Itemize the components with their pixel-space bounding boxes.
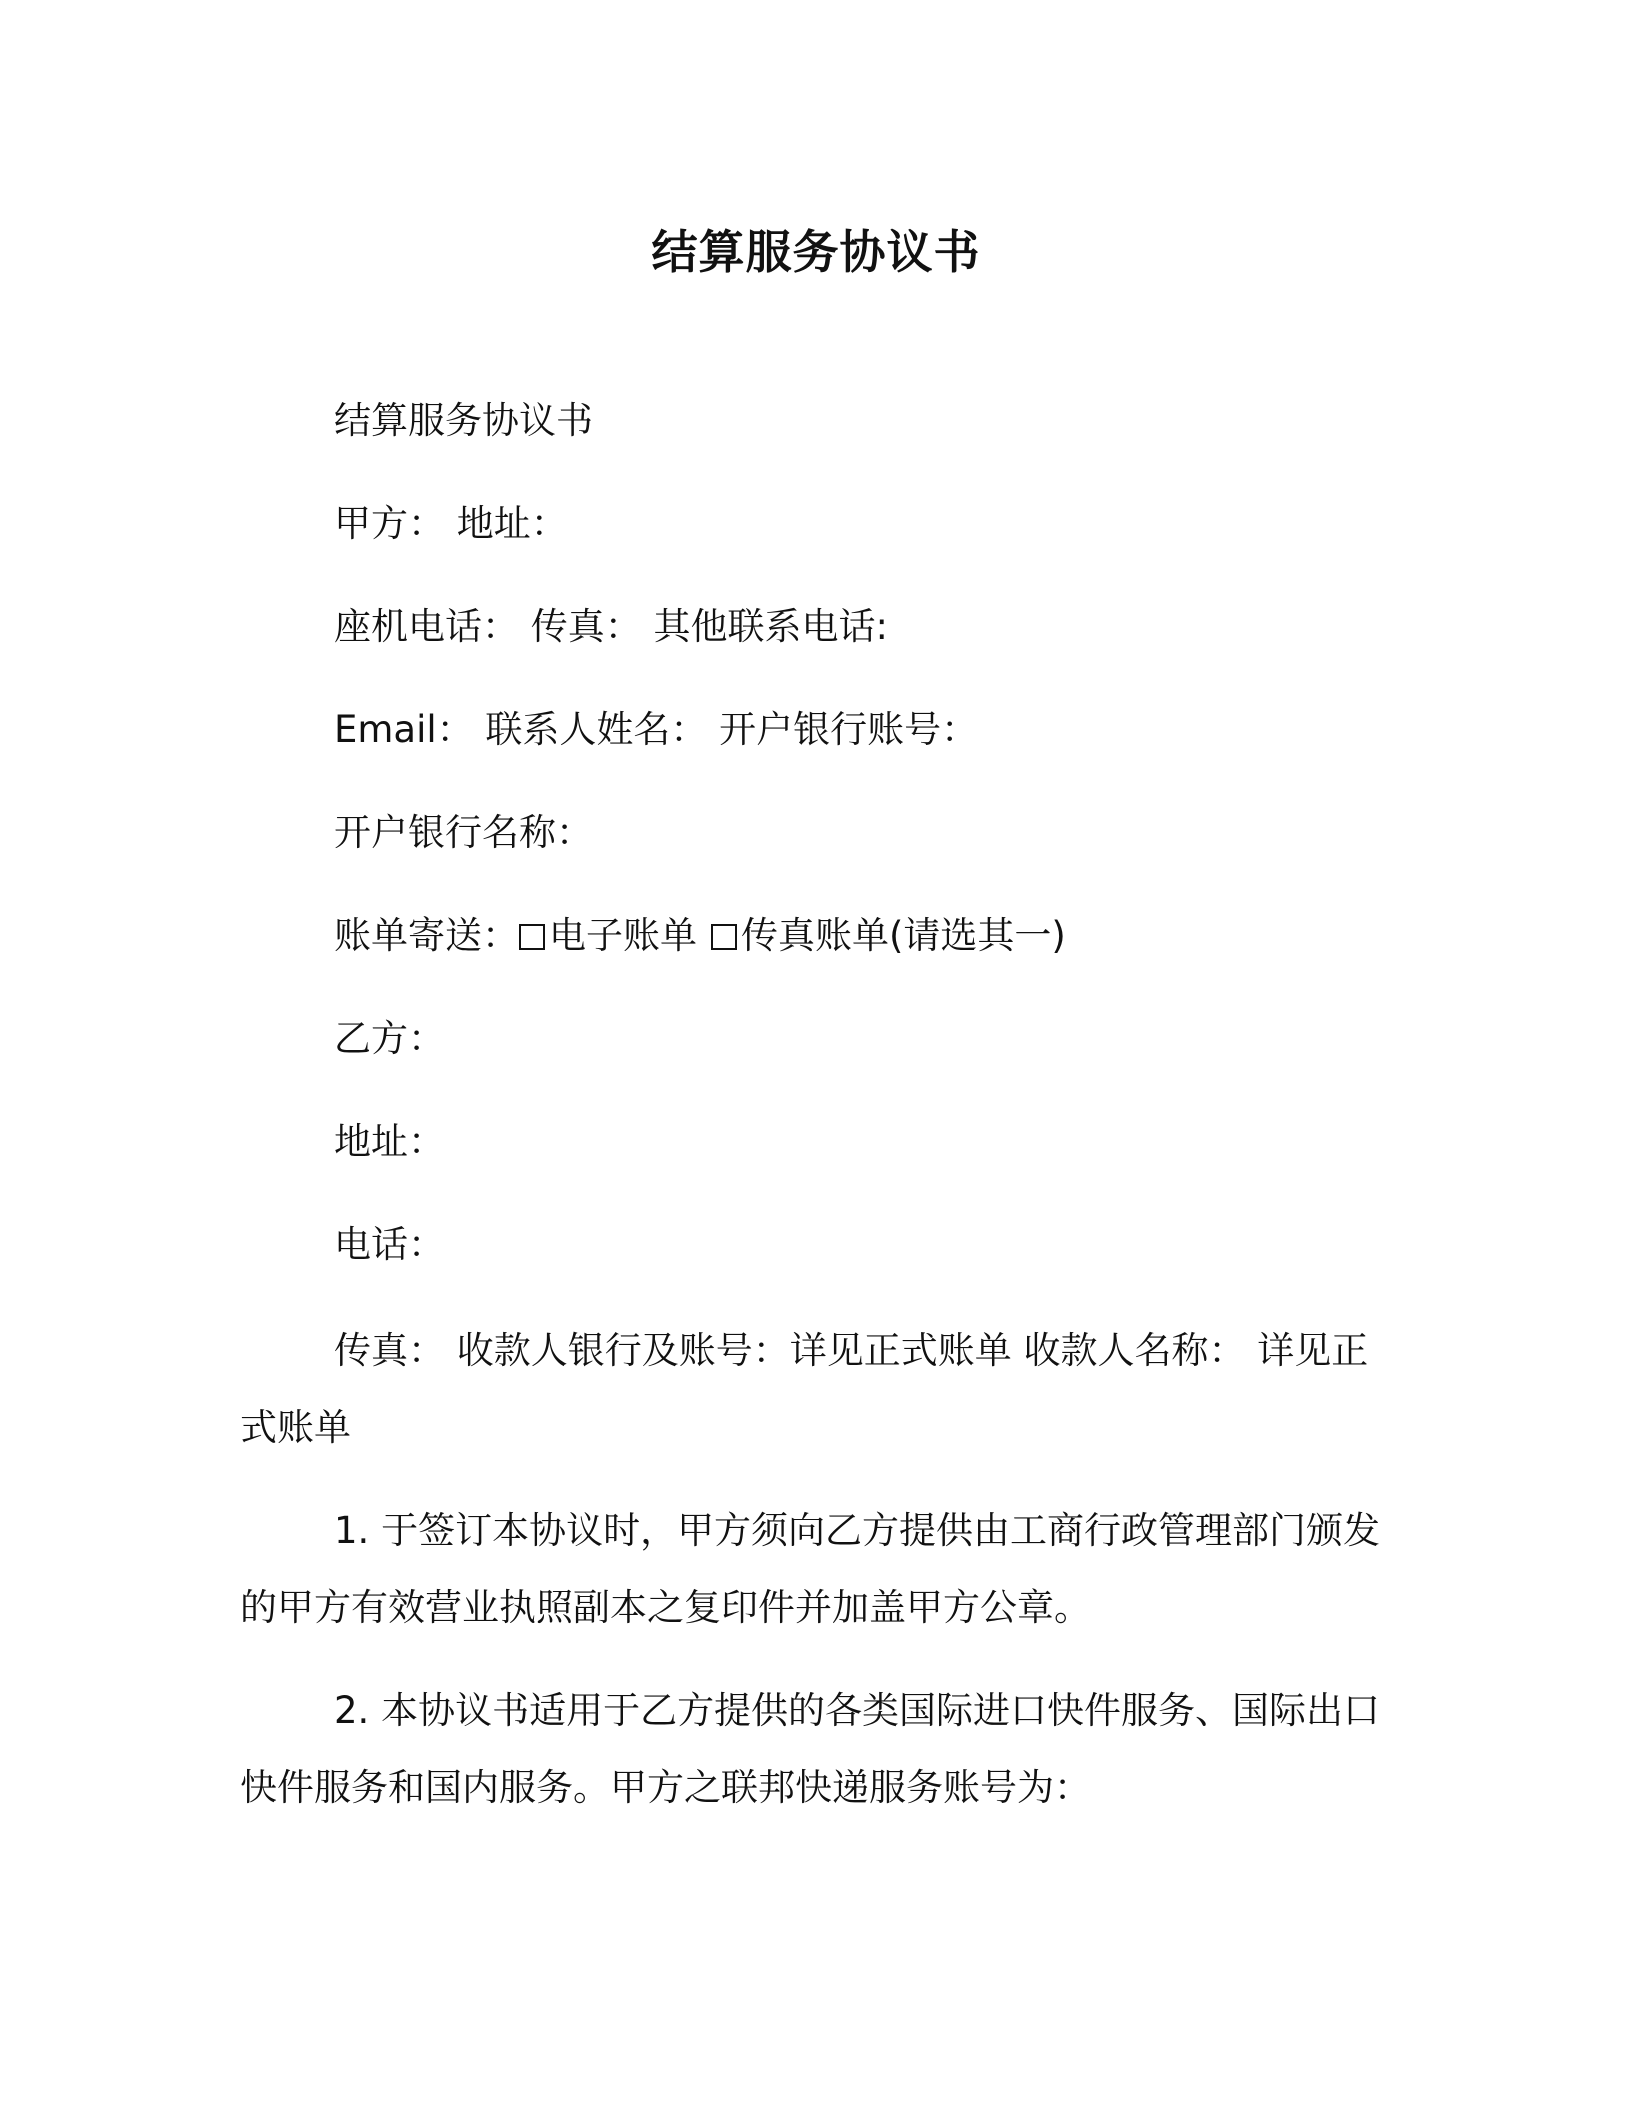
electronic-bill-checkbox[interactable] xyxy=(519,924,545,950)
party-a-bank-name-line: 开户银行名称： xyxy=(334,811,593,854)
party-b-fax-payee-paragraph xyxy=(240,1312,1390,1466)
document-subtitle: 结算服务协议书 xyxy=(334,399,593,442)
party-b-fax-line-1: 传真： 收款人银行及账号：详见正式账单 收款人名称： 详见正 xyxy=(334,1329,1369,1372)
clause-1-line-1: 1. 于签订本协议时，甲方须向乙方提供由工商行政管理部门颁发 xyxy=(334,1509,1381,1552)
clause-2-paragraph xyxy=(240,1672,1390,1826)
billing-label: 账单寄送： xyxy=(334,914,519,957)
electronic-bill-label: 电子账单 xyxy=(549,914,697,957)
document-title: 结算服务协议书 xyxy=(651,225,981,279)
party-b-fax-line-2: 式账单 xyxy=(240,1406,351,1449)
clause-1-line-2: 的甲方有效营业执照副本之复印件并加盖甲方公章。 xyxy=(240,1586,1091,1629)
party-a-phones-line: 座机电话： 传真： 其他联系电话: xyxy=(334,605,888,648)
party-a-email-contact-line: Email： 联系人姓名： 开户银行账号： xyxy=(334,708,979,751)
party-a-address-line: 甲方： 地址： xyxy=(334,502,568,545)
party-b-name-line: 乙方： xyxy=(334,1017,445,1060)
clause-1-paragraph xyxy=(240,1492,1390,1646)
billing-delivery-line xyxy=(334,911,1066,961)
fax-bill-label: 传真账单(请选其一) xyxy=(741,914,1066,957)
clause-2-line-1: 2. 本协议书适用于乙方提供的各类国际进口快件服务、国际出口 xyxy=(334,1689,1381,1732)
party-b-address-line: 地址： xyxy=(334,1120,445,1163)
clause-2-line-2: 快件服务和国内服务。甲方之联邦快递服务账号为： xyxy=(240,1766,1091,1809)
party-b-phone-line: 电话： xyxy=(334,1223,445,1266)
fax-bill-checkbox[interactable] xyxy=(711,924,737,950)
